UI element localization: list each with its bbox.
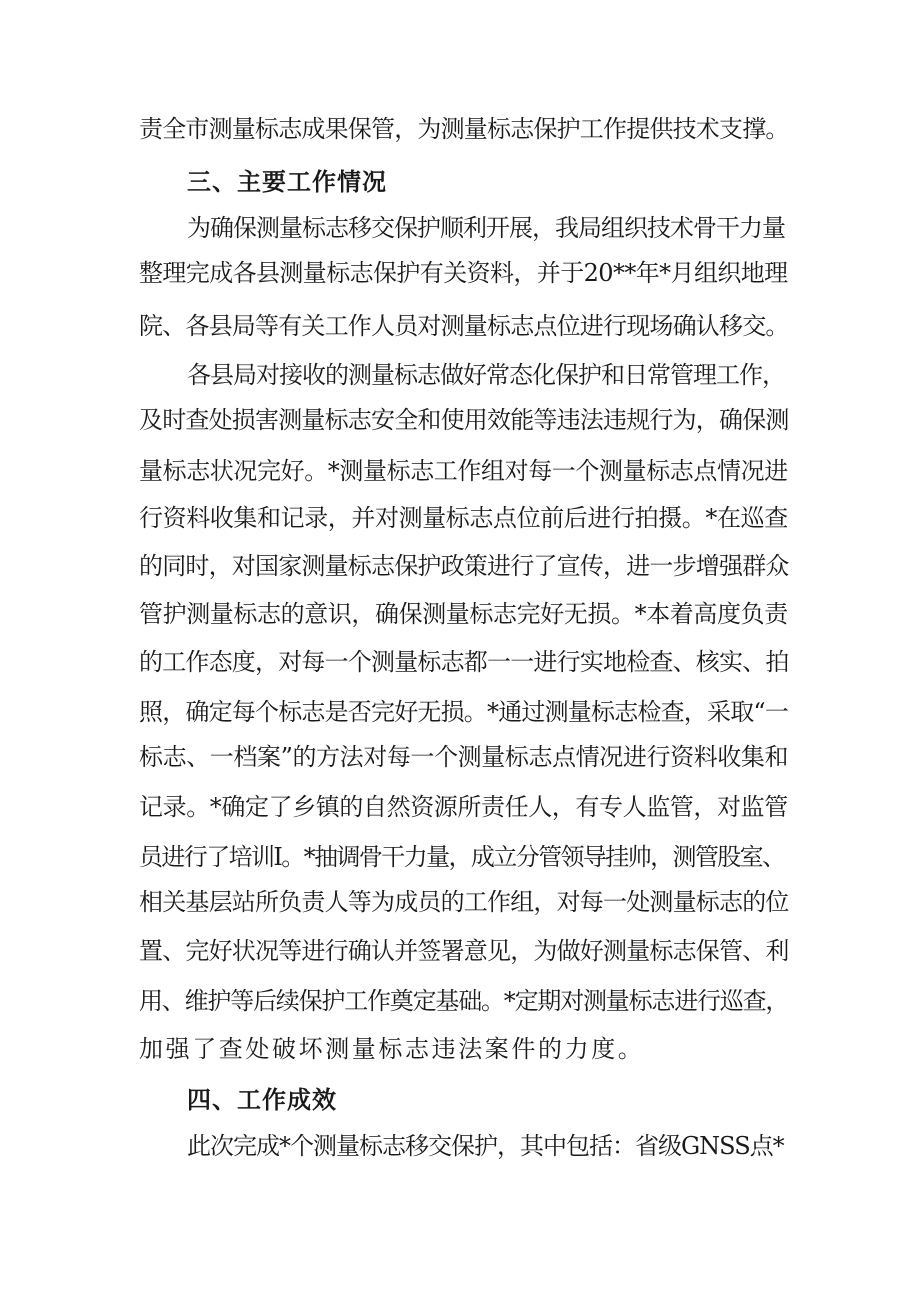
- body-line: 照，确定每个标志是否完好无损。*通过测量标志检查，采取“一: [139, 698, 789, 726]
- body-line: 院、各县局等有关工作人员对测量标志点位进行现场确认移交。: [139, 312, 789, 340]
- body-line: 为确保测量标志移交保护顺利开展，我局组织技术骨干力量: [187, 214, 785, 242]
- body-line: 责全市测量标志成果保管，为测量标志保护工作提供技术支撑。: [139, 115, 789, 143]
- body-line: 的同时，对国家测量标志保护政策进行了宣传，进一步增强群众: [139, 552, 789, 580]
- body-line: 加强了查处破坏测量标志违法案件的力度。: [139, 1035, 645, 1063]
- body-line: 各县局对接收的测量标志做好常态化保护和日常管理工作，: [187, 361, 785, 389]
- body-line: 整理完成各县测量标志保护有关资料，并于20**年*月组织地理: [139, 259, 788, 287]
- body-line: 量标志状况完好。*测量标志工作组对每一个测量标志点情况进: [139, 457, 788, 485]
- body-line: 管护测量标志的意识，确保测量标志完好无损。*本着高度负责: [139, 600, 788, 628]
- section-heading-3: 三、主要工作情况: [187, 168, 387, 196]
- body-line: 的工作态度，对每一个测量标志都一一进行实地检查、核实、拍: [139, 648, 789, 676]
- body-line: 相关基层站所负责人等为成员的工作组，对每一处测量标志的位: [139, 888, 789, 916]
- body-line: 记录。*确定了乡镇的自然资源所责任人，有专人监管，对监管: [139, 793, 788, 821]
- body-line: 及时查处损害测量标志安全和使用效能等违法违规行为，确保测: [139, 406, 789, 434]
- body-line: 用、维护等后续保护工作奠定基础。*定期对测量标志进行巡查，: [139, 987, 789, 1015]
- section-heading-4: 四、工作成效: [187, 1086, 337, 1114]
- body-line: 标志、一档案”的方法对每一个测量标志点情况进行资料收集和: [139, 743, 789, 771]
- body-line: 此次完成*个测量标志移交保护，其中包括：省级GNSS点*: [187, 1132, 784, 1160]
- body-line: 行资料收集和记录，并对测量标志点位前后进行拍摄。*在巡查: [139, 504, 788, 532]
- body-line: 置、完好状况等进行确认并签署意见，为做好测量标志保管、利: [139, 937, 789, 965]
- body-line: 员进行了培训Ⅰ。*抽调骨干力量，成立分管领导挂帅，测管股室、: [139, 843, 785, 871]
